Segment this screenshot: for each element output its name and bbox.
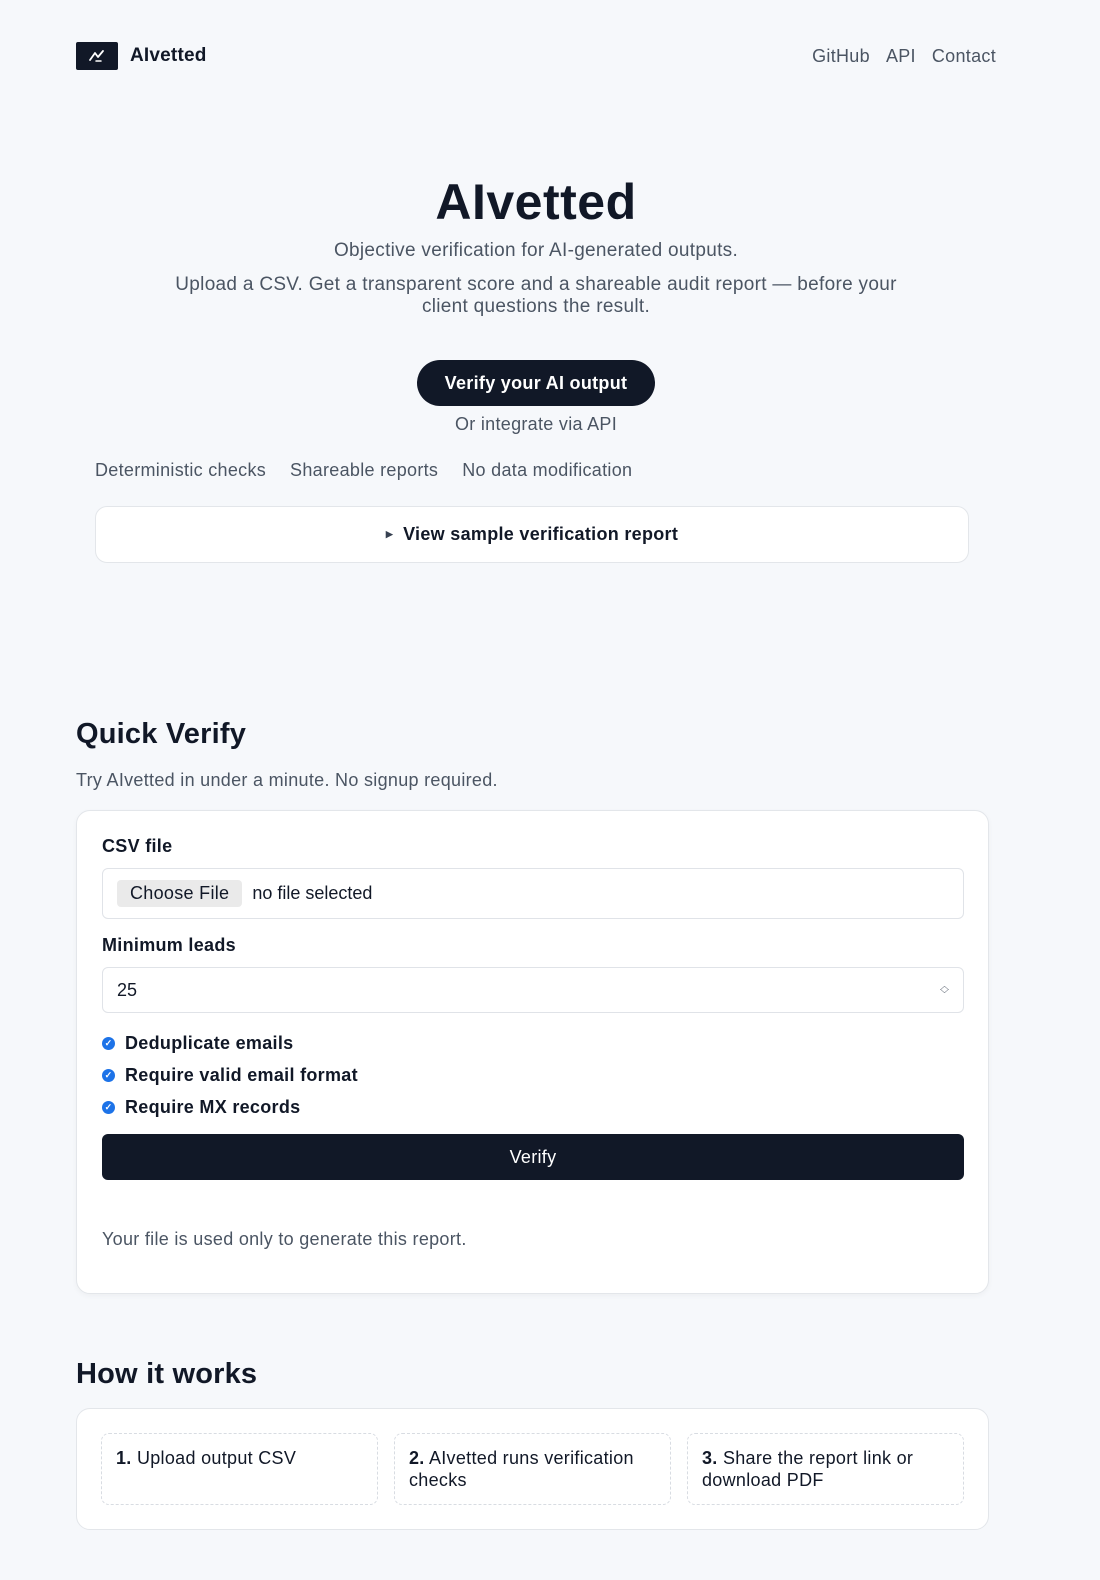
nav-link-contact[interactable]: Contact <box>931 45 996 66</box>
brand-name: AIvetted <box>130 45 207 66</box>
site-header <box>76 42 996 70</box>
minimum-leads-label: Minimum leads <box>102 935 236 955</box>
step-text: Upload output CSV <box>136 1448 297 1468</box>
nav-link-api[interactable]: API <box>885 45 916 66</box>
step-text: Share the report link or download PDF <box>702 1448 914 1490</box>
choose-file-button[interactable]: Choose File <box>117 880 242 907</box>
quick-verify-form <box>76 810 989 1294</box>
hero-subtitle: Upload a CSV. Get a transparent score and a shareable audit report — before your client questions the result. <box>175 274 897 317</box>
step-number: 1. <box>116 1448 132 1468</box>
quick-verify-title: Quick Verify <box>76 718 247 750</box>
minimum-leads-input[interactable] <box>102 967 964 1013</box>
logo-icon <box>76 42 118 70</box>
verify-button[interactable]: Verify <box>102 1134 964 1180</box>
step-card <box>394 1433 671 1505</box>
api-integration-link[interactable]: Or integrate via API <box>454 414 618 434</box>
checkbox-mx-records[interactable] <box>102 1091 358 1123</box>
sample-report-label: View sample verification report <box>403 524 679 544</box>
step-card <box>687 1433 964 1505</box>
hero-tagline: Objective verification for AI-generated outputs. <box>333 240 739 261</box>
hero-title: AIvetted <box>435 174 637 230</box>
checkbox-label: Deduplicate emails <box>125 1032 294 1053</box>
feature-list <box>95 460 632 481</box>
feature-item: Deterministic checks <box>95 460 267 480</box>
checkbox-valid-email-format[interactable] <box>102 1059 358 1091</box>
minimum-leads-value: 25 <box>117 979 138 1000</box>
nav-link-github[interactable]: GitHub <box>812 45 870 66</box>
verification-options <box>102 1027 358 1123</box>
checkbox-checked-icon[interactable]: ✓ <box>102 1101 115 1114</box>
privacy-note: Your file is used only to generate this report. <box>102 1229 467 1249</box>
checkbox-checked-icon[interactable]: ✓ <box>102 1069 115 1082</box>
verify-cta-button[interactable]: Verify your AI output <box>417 360 656 406</box>
step-text: AIvetted runs verification checks <box>409 1448 634 1490</box>
brand-link[interactable] <box>76 42 207 70</box>
hero-section <box>0 172 1072 435</box>
checkbox-deduplicate-emails[interactable] <box>102 1027 358 1059</box>
step-number: 3. <box>702 1448 718 1468</box>
checkbox-label: Require valid email format <box>125 1064 358 1085</box>
how-it-works-title: How it works <box>76 1358 258 1390</box>
file-status: no file selected <box>252 883 373 903</box>
step-card <box>101 1433 378 1505</box>
feature-item: Shareable reports <box>290 460 439 480</box>
csv-file-label: CSV file <box>102 836 173 856</box>
checkbox-label: Require MX records <box>125 1096 301 1117</box>
disclosure-triangle-icon: ▶ <box>385 529 394 539</box>
number-stepper-icon[interactable]: ︿ ﹀ <box>939 981 949 999</box>
sample-report-toggle[interactable] <box>95 506 969 563</box>
top-nav <box>812 46 996 67</box>
feature-item: No data modification <box>462 460 633 480</box>
quick-verify-description: Try AIvetted in under a minute. No signup required. <box>76 770 498 790</box>
how-it-works-steps <box>76 1408 989 1530</box>
checkbox-checked-icon[interactable]: ✓ <box>102 1037 115 1050</box>
csv-file-input[interactable] <box>102 868 964 919</box>
step-number: 2. <box>409 1448 425 1468</box>
